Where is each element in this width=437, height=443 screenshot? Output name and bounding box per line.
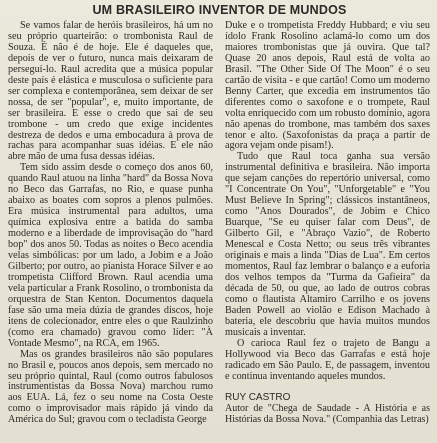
- author-name: RUY CASTRO: [225, 392, 291, 404]
- paragraph: Duke e o trompetista Freddy Hubbard; e viu seu ídolo Frank Rosolino aclamá-lo como um dos maiores trombonistas que já ouvira. Que tal? Quase 20 anos depois, Raul está de volta ao Brasil. "The Other Side Of The Moon" é o seu cartão de visita - e que cartão! Como um moderno Benny Carter, que excedia em instrumentos tão diferentes como o saxofone e o trompete, Raul volta enriquecido com um robusto domínio, agora não apenas do trombone, mas também dos saxes tenor e alto. (Saxofonistas da praça a partir de agora vejam onde pisam!).: [225, 20, 430, 152]
- left-column: [8, 21, 213, 426]
- article-body: [8, 21, 431, 426]
- paragraph: Tudo que Raul toca ganha sua versão instrumental definitiva e brasileira. Não importa que sejam canções do repertório universal, como "I Concentrate On You", "Unforgetable" e "You Must Believe In Spring"; clássicos instantâneos, como "Anos Dourados", de Jobim e Chico Buarque, "Se eu quiser falar com Deus", de Gilberto Gil, e "Abraço Vazio", de Roberto Menescal e Costa Netto; ou seus três vibrantes originais e mais a linda "Dias de Lua". Em certos momentos, Raul faz lembrar o balanço e a euforia dos velhos tempos da "Turma da Gafieira" da década de 50, ou que, ao lado de outros cobras como o flautista Altamiro Carrilho e os jovens Baden Powell ao violão e Edison Machado à bateria, ele descobriu que havia muitos mundos musicais a inventar.: [225, 151, 430, 338]
- paragraph: Mas os grandes brasileiros não são populares no Brasil e, poucos anos depois, sem mercado no seu próprio quintal, Raul (como outros fabulosos instrumentistas da Bossa Nova) marchou rumo aos EUA. Lá, fez o seu nome na Costa Oeste como o improvisador mais rápido já vindo da América do Sul; gravou com o tecladista George: [8, 348, 213, 426]
- paragraph: Se vamos falar de heróis brasileiros, há um no seu próprio quarteirão: o trombonista Raul de Souza. É não é de hoje. Ele é daqueles que, depois de ver o futuro, nunca mais deixaram de perseguí-lo. Raul acredita que a música popular deste país é elástica e musculosa o suficiente para ser complexa e contemporânea, sem deixar de ser nossa, de ser "popular", e, muito importante, de ser brasileira. E esse o credo que sai de seu trombone - um credo que exige incidentes destreza de dedos e uma embocadura à prova de rachas para acompanhar suas idéias. E ele não abre mão de uma fusa dessas idéias.: [8, 20, 213, 163]
- paragraph: Tem sido assim desde o começo dos anos 60, quando Raul atuou na linha "hard" da Bossa Nova no Beco das Garrafas, no Rio, e quase punha abaixo as boates com sopros a plenos pulmões. Era música instrumental para adultos, uma química explosiva entre a batida do samba moderno e a liberdade de improvisação do "hard bop" dos anos 50. Todas as noites o Beco acendia velas simbólicas: por um lado, a Jobim e a João Gilberto; por outro, ao pianista Horace Silver e ao trompetista Clifford Brown. Raul acendia uma vela particular a Frank Rosolino, o trombonista da orquestra de Stan Kenton. Documentos daquela fase são uma meia dúzia de grandes discos, hoje itens de colecionador, entre eles o que Raulzinho (como era chamado) gravou como líder: "À Vontade Mesmo", na RCA, em 1965.: [8, 162, 213, 349]
- author-credit: Autor de "Chega de Saudade - A História e as Histórias da Bossa Nova." (Companhia das Letras): [225, 403, 430, 426]
- right-column: [225, 21, 430, 426]
- paragraph: O carioca Raul fez o trajeto de Bangu a Hollywood via Beco das Garrafas e está hoje radicado em São Paulo. E, de passagem, inventou e continua inventando aqueles mundos.: [225, 337, 430, 382]
- article-title: UM BRASILEIRO INVENTOR DE MUNDOS: [92, 3, 347, 17]
